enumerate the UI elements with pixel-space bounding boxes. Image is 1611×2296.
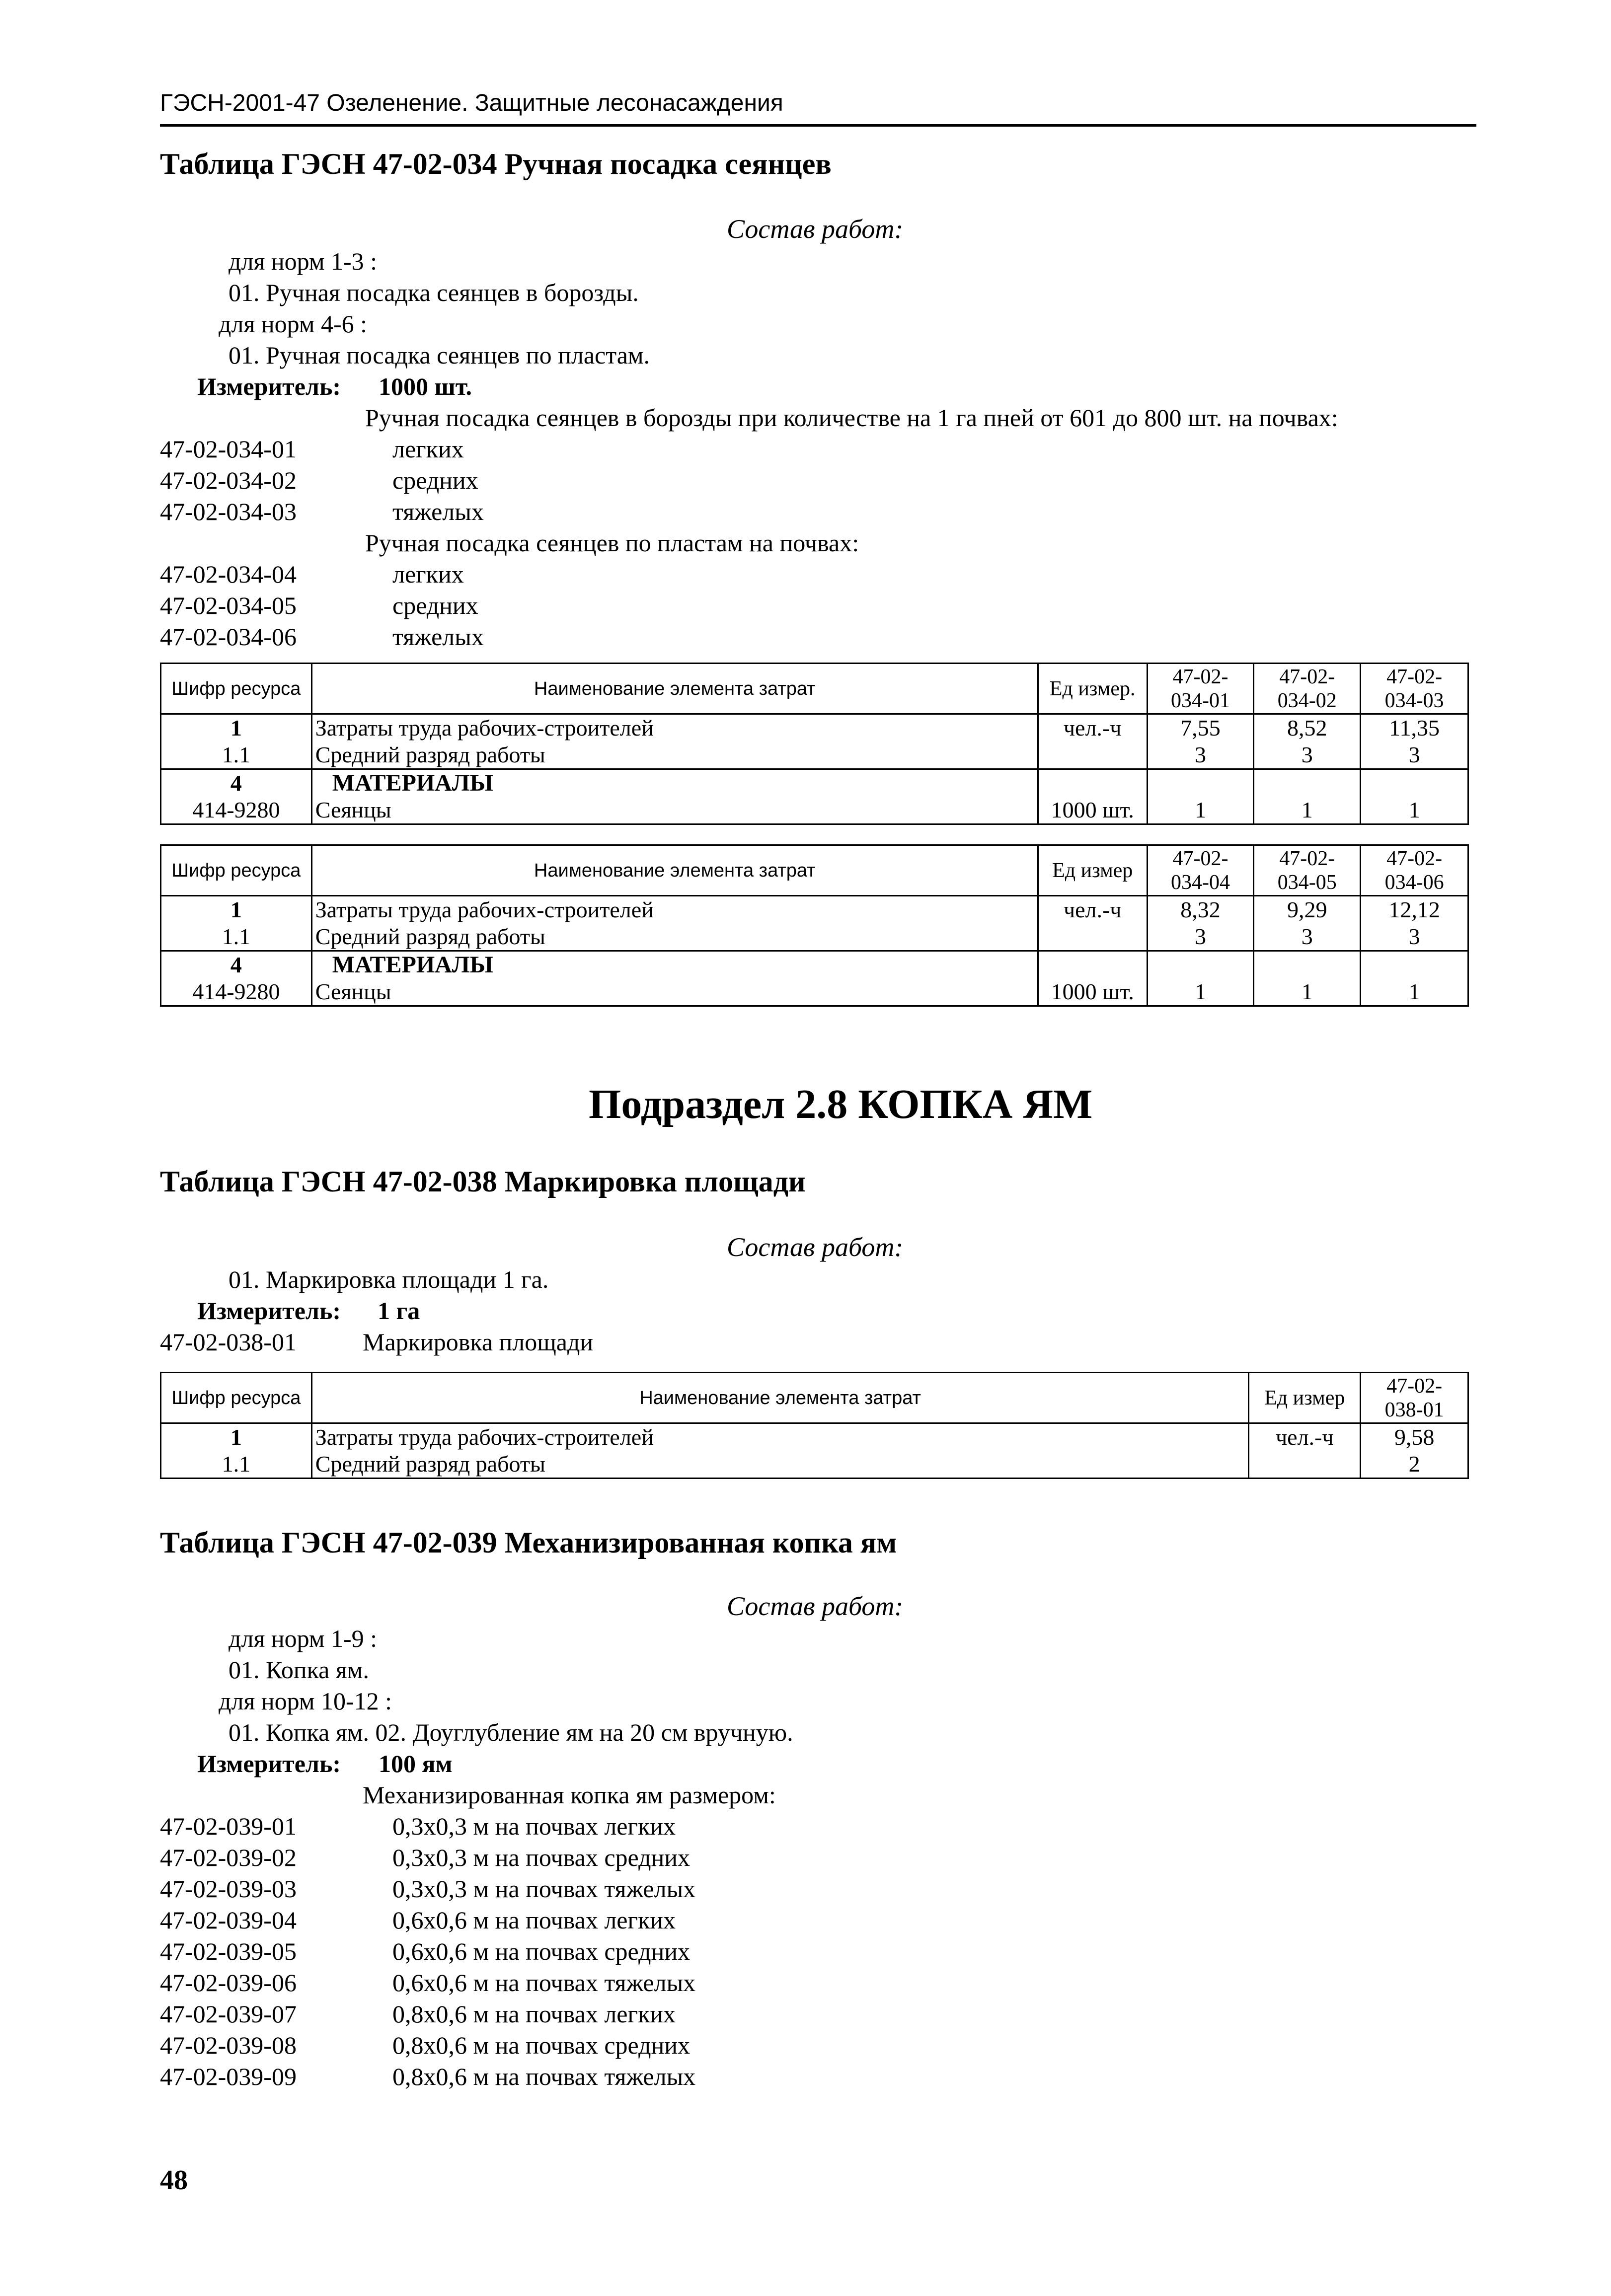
norm-code: 47-02-039-09 — [160, 2063, 297, 2090]
norm-name: 0,8x0,6 м на почвах средних — [392, 2031, 690, 2059]
header-code: Шифр ресурса — [161, 664, 312, 714]
page-number: 48 — [160, 2165, 188, 2196]
work-line: для норм 1-9 : — [229, 1625, 378, 1652]
table-row — [161, 714, 1468, 742]
table-title: Таблица ГЭСН 47-02-034 Ручная посадка сеянцев — [160, 148, 832, 180]
row-value: 8,52 — [1254, 714, 1361, 742]
row-value: 11,35 — [1361, 714, 1468, 742]
sostav-label: Состав работ: — [727, 1232, 904, 1262]
row-code: 1.1 — [161, 741, 312, 769]
norm-name: легких — [392, 435, 464, 463]
row-code: 4 — [161, 769, 312, 797]
row-value: 1 — [1254, 978, 1361, 1006]
izmeritel-label: Измеритель: — [197, 372, 341, 400]
row-value: 9,29 — [1254, 896, 1361, 924]
norm-code: 47-02-039-05 — [160, 1937, 297, 1965]
table-row — [161, 769, 1468, 797]
row-name: Сеянцы — [311, 978, 1038, 1006]
work-line: 01. Копка ям. — [229, 1656, 369, 1684]
header-name: Наименование элемента затрат — [311, 664, 1038, 714]
norm-col-line1: 47-02- — [1386, 665, 1443, 688]
header-norm-col — [1254, 664, 1361, 714]
row-value: 3 — [1254, 923, 1361, 951]
table-row — [161, 797, 1468, 824]
header-unit: Ед измер. — [1038, 664, 1147, 714]
norm-code: 47-02-034-04 — [160, 560, 297, 588]
norm-col-line2: 038-01 — [1384, 1398, 1444, 1421]
norm-col-line2: 034-05 — [1277, 871, 1337, 894]
norm-code: 47-02-034-05 — [160, 592, 297, 619]
table-row — [161, 741, 1468, 769]
header-code: Шифр ресурса — [161, 845, 312, 896]
row-code: 1.1 — [161, 1451, 312, 1479]
row-value: 2 — [1361, 1451, 1468, 1479]
row-name: Затраты труда рабочих-строителей — [311, 1423, 1249, 1451]
row-value: 1 — [1147, 797, 1254, 824]
norm-code: 47-02-039-01 — [160, 1812, 297, 1840]
norm-code: 47-02-038-01 — [160, 1328, 297, 1356]
work-line: для норм 1-3 : — [229, 247, 378, 275]
norm-col-line1: 47-02- — [1386, 1374, 1443, 1398]
norm-name: тяжелых — [392, 498, 484, 525]
header-norm-col — [1361, 845, 1468, 896]
header-name: Наименование элемента затрат — [311, 845, 1038, 896]
norm-col-line2: 034-02 — [1277, 689, 1337, 712]
norm-code: 47-02-039-02 — [160, 1844, 297, 1871]
header-norm-col — [1254, 845, 1361, 896]
row-value: 1 — [1147, 978, 1254, 1006]
header-rule — [160, 124, 1476, 127]
row-code: 414-9280 — [161, 797, 312, 824]
header-unit: Ед измер — [1038, 845, 1147, 896]
norm-code: 47-02-039-06 — [160, 1969, 297, 1997]
row-unit — [1038, 741, 1147, 769]
norm-name: легких — [392, 560, 464, 588]
norm-group-title: Ручная посадка сеянцев по пластам на почвах: — [365, 529, 859, 557]
sostav-label: Состав работ: — [727, 214, 904, 244]
sostav-label: Состав работ: — [727, 1591, 904, 1621]
header-name: Наименование элемента затрат — [311, 1373, 1249, 1423]
row-unit: чел.-ч — [1038, 714, 1147, 742]
norm-col-line1: 47-02- — [1172, 665, 1228, 688]
resource-table — [160, 663, 1469, 825]
norm-code: 47-02-039-08 — [160, 2031, 297, 2059]
table-title: Таблица ГЭСН 47-02-039 Механизированная копка ям — [160, 1526, 897, 1559]
header-norm-col — [1361, 664, 1468, 714]
table-row — [161, 923, 1468, 951]
norm-name: тяжелых — [392, 623, 484, 651]
norm-code: 47-02-034-03 — [160, 498, 297, 525]
row-name: МАТЕРИАЛЫ — [311, 769, 1038, 797]
norm-code: 47-02-034-02 — [160, 466, 297, 494]
norm-code: 47-02-039-03 — [160, 1875, 297, 1903]
norm-name: 0,6x0,6 м на почвах средних — [392, 1937, 690, 1965]
norm-name: 0,3x0,3 м на почвах тяжелых — [392, 1875, 696, 1903]
norm-group-title: Ручная посадка сеянцев в борозды при количестве на 1 га пней от 601 до 800 шт. на почвах: — [365, 404, 1338, 432]
row-value: 3 — [1361, 741, 1468, 769]
row-code: 4 — [161, 951, 312, 979]
norm-name: Маркировка площади — [363, 1328, 594, 1356]
izmeritel-label: Измеритель: — [197, 1750, 341, 1778]
norm-name: 0,6x0,6 м на почвах легких — [392, 1906, 676, 1934]
row-value: 8,32 — [1147, 896, 1254, 924]
norm-name: 0,6x0,6 м на почвах тяжелых — [392, 1969, 696, 1997]
table-row — [161, 978, 1468, 1006]
izmeritel-value: 1 га — [378, 1297, 420, 1325]
norm-col-line1: 47-02- — [1279, 847, 1335, 870]
izmeritel-value: 100 ям — [379, 1750, 453, 1778]
resource-table — [160, 844, 1469, 1007]
row-unit — [1249, 1451, 1361, 1479]
norm-name: 0,3x0,3 м на почвах средних — [392, 1844, 690, 1871]
work-line: для норм 10-12 : — [219, 1687, 392, 1715]
table-title: Таблица ГЭСН 47-02-038 Маркировка площади — [160, 1165, 806, 1198]
row-name: Сеянцы — [311, 797, 1038, 824]
table-row — [161, 1423, 1468, 1451]
norm-col-line2: 034-03 — [1384, 689, 1444, 712]
work-line: 01. Маркировка площади 1 га. — [229, 1265, 549, 1293]
row-unit: чел.-ч — [1249, 1423, 1361, 1451]
norm-group-title: Механизированная копка ям размером: — [363, 1781, 776, 1809]
row-unit: чел.-ч — [1038, 896, 1147, 924]
row-value: 9,58 — [1361, 1423, 1468, 1451]
section-title: Подраздел 2.8 КОПКА ЯМ — [589, 1081, 1093, 1127]
row-code: 414-9280 — [161, 978, 312, 1006]
norm-name: средних — [392, 466, 478, 494]
row-name: Затраты труда рабочих-строителей — [311, 714, 1038, 742]
norm-name: 0,8x0,6 м на почвах тяжелых — [392, 2063, 696, 2090]
row-name: МАТЕРИАЛЫ — [311, 951, 1038, 979]
header-unit: Ед измер — [1249, 1373, 1361, 1423]
norm-col-line1: 47-02- — [1279, 665, 1335, 688]
norm-col-line2: 034-06 — [1384, 871, 1444, 894]
row-value: 3 — [1361, 923, 1468, 951]
header-code: Шифр ресурса — [161, 1373, 312, 1423]
work-line: 01. Копка ям. 02. Доуглубление ям на 20 см вручную. — [229, 1718, 793, 1746]
work-line: 01. Ручная посадка сеянцев в борозды. — [229, 279, 639, 306]
row-value: 3 — [1147, 923, 1254, 951]
row-code: 1.1 — [161, 923, 312, 951]
row-name: Средний разряд работы — [311, 741, 1038, 769]
izmeritel-label: Измеритель: — [197, 1297, 341, 1325]
row-value: 3 — [1254, 741, 1361, 769]
table-row — [161, 1451, 1468, 1479]
row-code: 1 — [161, 1423, 312, 1451]
row-value: 1 — [1361, 978, 1468, 1006]
norm-name: 0,8x0,6 м на почвах легких — [392, 2000, 676, 2028]
row-name: Средний разряд работы — [311, 1451, 1249, 1479]
resource-table — [160, 1372, 1469, 1479]
row-code: 1 — [161, 714, 312, 742]
row-name: Затраты труда рабочих-строителей — [311, 896, 1038, 924]
row-value: 3 — [1147, 741, 1254, 769]
row-code: 1 — [161, 896, 312, 924]
izmeritel-value: 1000 шт. — [379, 372, 472, 400]
work-line: для норм 4-6 : — [219, 310, 368, 338]
norm-code: 47-02-039-04 — [160, 1906, 297, 1934]
row-name: Средний разряд работы — [311, 923, 1038, 951]
norm-code: 47-02-039-07 — [160, 2000, 297, 2028]
row-value: 1 — [1361, 797, 1468, 824]
norm-col-line1: 47-02- — [1386, 847, 1443, 870]
row-unit: 1000 шт. — [1038, 978, 1147, 1006]
norm-col-line2: 034-01 — [1170, 689, 1230, 712]
header-norm-col — [1147, 845, 1254, 896]
row-unit: 1000 шт. — [1038, 797, 1147, 824]
norm-name: средних — [392, 592, 478, 619]
row-value: 7,55 — [1147, 714, 1254, 742]
row-value: 1 — [1254, 797, 1361, 824]
row-unit — [1038, 923, 1147, 951]
norm-name: 0,3x0,3 м на почвах легких — [392, 1812, 676, 1840]
norm-code: 47-02-034-01 — [160, 435, 297, 463]
running-header: ГЭСН-2001-47 Озеленение. Защитные лесонасаждения — [160, 90, 783, 116]
row-value: 12,12 — [1361, 896, 1468, 924]
header-norm-col — [1361, 1373, 1468, 1423]
header-norm-col — [1147, 664, 1254, 714]
work-line: 01. Ручная посадка сеянцев по пластам. — [229, 341, 650, 369]
norm-col-line2: 034-04 — [1170, 871, 1230, 894]
table-row — [161, 951, 1468, 979]
table-row — [161, 896, 1468, 924]
norm-col-line1: 47-02- — [1172, 847, 1228, 870]
norm-code: 47-02-034-06 — [160, 623, 297, 651]
